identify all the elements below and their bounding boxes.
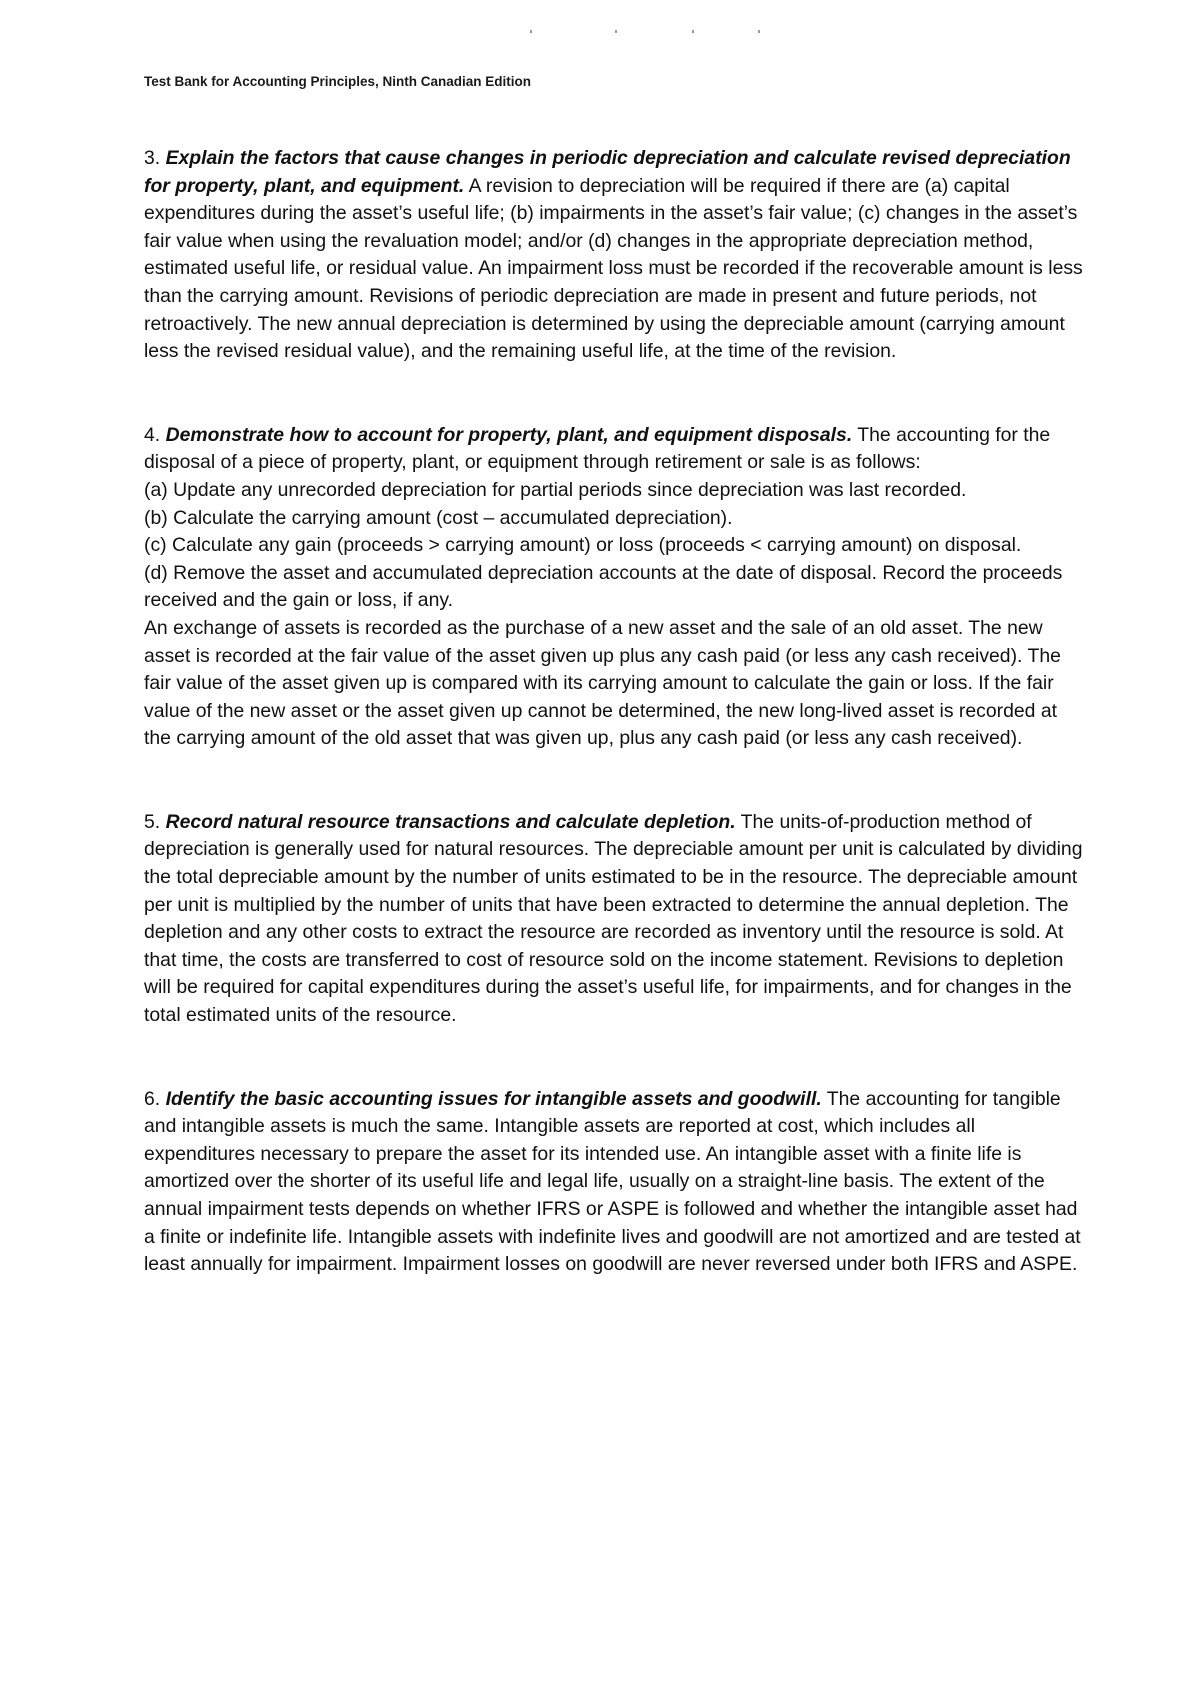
objective-paragraph	[144, 809, 1089, 1030]
document-body	[144, 145, 1089, 1335]
scan-marks	[530, 30, 770, 38]
objective-paragraph	[144, 422, 1089, 477]
objective-heading: Identify the basic accounting issues for intangible assets and goodwill.	[165, 1087, 822, 1110]
objective-text: The accounting for the disposal of a piece of property, plant, or equipment through retirement or sale is as follows:	[144, 423, 1051, 474]
learning-objective-5	[144, 809, 1089, 1030]
objective-text: The accounting for tangible and intangible assets is much the same. Intangible assets are reported at cost, which includes all expenditures necessary to prepare the asset for its intended use. An intangible asset with a finite life is amortized over the shorter of its useful life and legal life, usually on a straight-line basis. The extent of the annual impairment tests depends on whether IFRS or ASPE is followed and whether the intangible asset had a finite or indefinite life. Intangible assets with indefinite lives and goodwill are not amortized and are tested at least annually for impairment. Impairment losses on goodwill are never reversed under both IFRS and ASPE.	[144, 1087, 1081, 1276]
learning-objective-4	[144, 422, 1089, 753]
objective-heading: Explain the factors that cause changes in periodic depreciation and calculate revised depreciation for property, plant, and equipment.	[144, 147, 1071, 197]
disposal-step-a: (a) Update any unrecorded depreciation for partial periods since depreciation was last recorded.	[144, 478, 967, 501]
disposal-step-d: (d) Remove the asset and accumulated depreciation accounts at the date of disposal. Record the proceeds received and the gain or loss, if any.	[144, 561, 1063, 612]
objective-paragraph	[144, 145, 1089, 366]
objective-heading: Demonstrate how to account for property, plant, and equipment disposals.	[165, 423, 853, 446]
objective-text: The units-of-production method of depreciation is generally used for natural resources. The depreciable amount per unit is calculated by dividing the total depreciable amount by the number of units estimated to be in the resource. The depreciable amount per unit is multiplied by the number of units that have been extracted to determine the annual depletion. The depletion and any other costs to extract the resource are recorded as inventory until the resource is sold. At that time, the costs are transferred to cost of resource sold on the income statement. Revisions to depletion will be required for capital expenditures during the asset’s useful life, for impairments, and for changes in the total estimated units of the resource.	[144, 810, 1083, 1027]
learning-objective-3	[144, 145, 1089, 366]
exchange-paragraph: An exchange of assets is recorded as the purchase of a new asset and the sale of an old asset. The new asset is recorded at the fair value of the asset given up plus any cash paid (or less any cash received). The fair value of the asset given up is compared with its carrying amount to calculate the gain or loss. If the fair value of the new asset or the asset given up cannot be determined, the new long-lived asset is recorded at the carrying amount of the old asset that was given up, plus any cash paid (or less any cash received).	[144, 616, 1061, 750]
scan-mark	[530, 30, 532, 33]
objective-heading: Record natural resource transactions and calculate depletion.	[165, 810, 736, 833]
objective-number: 5.	[144, 810, 161, 833]
scan-mark	[758, 30, 760, 33]
objective-paragraph	[144, 1086, 1089, 1279]
disposal-step-b: (b) Calculate the carrying amount (cost – accumulated depreciation).	[144, 506, 733, 529]
objective-number: 3.	[144, 147, 161, 169]
disposal-step-c: (c) Calculate any gain (proceeds > carrying amount) or loss (proceeds < carrying amount) on disposal.	[144, 534, 1022, 557]
page-header: Test Bank for Accounting Principles, Ninth Canadian Edition	[144, 74, 532, 89]
objective-number: 4.	[144, 423, 161, 446]
learning-objective-6	[144, 1086, 1089, 1279]
objective-text: A revision to depreciation will be required if there are (a) capital expenditures during the asset’s useful life; (b) impairments in the asset’s fair value; (c) changes in the asset’s fair value when using the revaluation model; and/or (d) changes in the appropriate depreciation method, estimated useful life, or residual value. An impairment loss must be recorded if the recoverable amount is less than the carrying amount. Revisions of periodic depreciation are made in present and future periods, not retroactively. The new annual depreciation is determined by using the depreciable amount (carrying amount less the revised residual value), and the remaining useful life, at the time of the revision.	[144, 174, 1083, 363]
scan-mark	[615, 30, 617, 33]
objective-number: 6.	[144, 1087, 161, 1110]
scan-mark	[692, 30, 694, 33]
